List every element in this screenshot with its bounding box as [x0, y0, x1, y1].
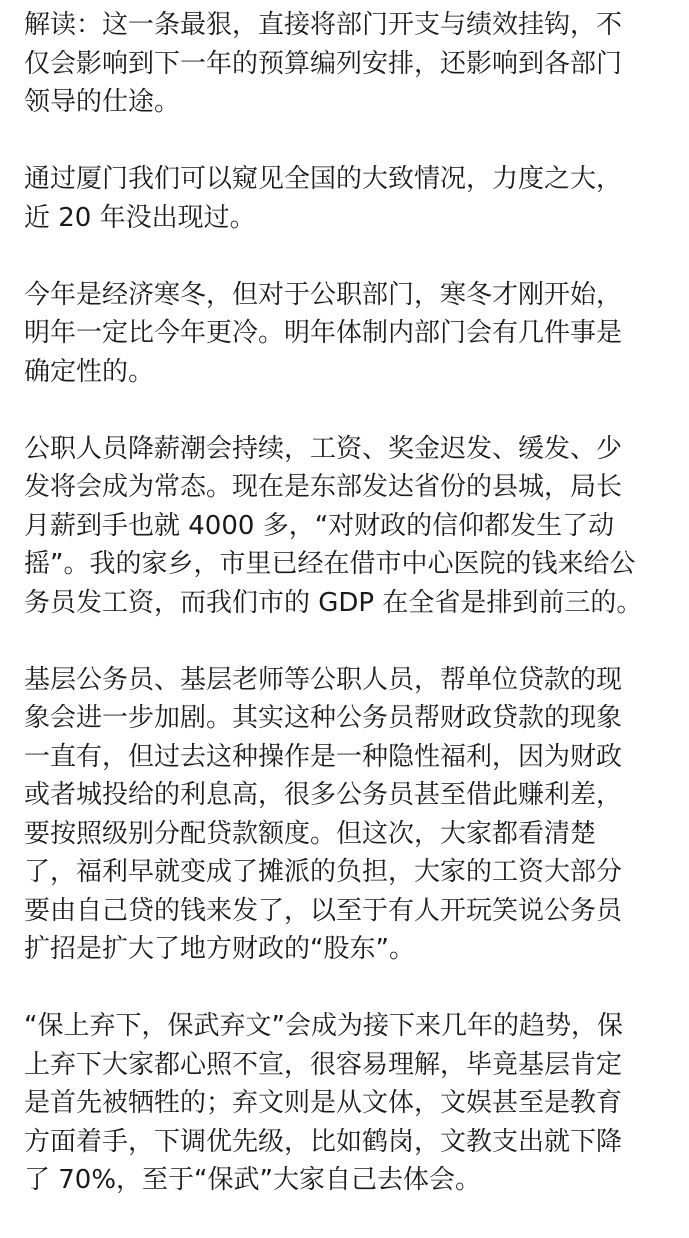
text-line: 确定性的。: [24, 356, 155, 387]
text-line: 公职人员降薪潮会持续，工资、奖金迟发、缓发、少: [24, 433, 623, 464]
text-line: 或者城投给的利息高，很多公务员甚至借此赚利差，: [24, 780, 623, 810]
text-line: 基层公务员、基层老师等公职人员，帮单位贷款的现: [24, 664, 623, 695]
paragraph: [24, 430, 672, 623]
text-line: 方面着手，下调优先级，比如鹤岗，文教支出就下降: [24, 1126, 623, 1157]
paragraph: [24, 160, 672, 237]
text-line: 要由自己贷的钱来发了，以至于有人开玩笑说公务员: [24, 895, 623, 926]
text-line: 了，福利早就变成了摊派的负担，大家的工资大部分: [24, 857, 623, 887]
paragraph: [24, 6, 672, 122]
text-line: 通过厦门我们可以窥见全国的大致情况，力度之大，: [24, 164, 623, 194]
text-line: 一直有，但过去这种操作是一种隐性福利，因为财政: [24, 741, 623, 772]
text-line: 要按照级别分配贷款额度。但这次，大家都看清楚: [24, 818, 597, 849]
text-line: 月薪到手也就 4000 多，“对财政的信仰都发生了动: [24, 510, 615, 541]
text-line: 发将会成为常态。现在是东部发达省份的县城，局长: [24, 472, 623, 502]
text-line: 领导的仕途。: [24, 87, 181, 117]
text-line: 仅会影响到下一年的预算编列安排，还影响到各部门: [24, 48, 623, 79]
text-line: 上弃下大家都心照不宣，很容易理解，毕竟基层肯定: [24, 1049, 623, 1080]
paragraph: [24, 1007, 672, 1200]
text-line: 了 70%，至于“保武”大家自己去体会。: [24, 1165, 481, 1195]
text-line: 解读：这一条最狠，直接将部门开支与绩效挂钩，不: [24, 10, 623, 40]
text-line: 扩招是扩大了地方财政的“股东”。: [24, 934, 415, 964]
text-line: 明年一定比今年更冷。明年体制内部门会有几件事是: [24, 318, 623, 348]
text-line: 务员发工资，而我们市的 GDP 在全省是排到前三的。: [24, 587, 643, 618]
article-body: [24, 6, 672, 1238]
text-line: 摇”。我的家乡，市里已经在借市中心医院的钱来给公: [24, 549, 636, 579]
paragraph: [24, 276, 672, 392]
text-line: 近 20 年没出现过。: [24, 202, 256, 233]
text-line: “保上弃下，保武弃文”会成为接下来几年的趋势，保: [24, 1011, 623, 1041]
text-line: 今年是经济寒冬，但对于公职部门，寒冬才刚开始，: [24, 279, 623, 310]
text-line: 象会进一步加剧。其实这种公务员帮财政贷款的现象: [24, 703, 623, 733]
paragraph: [24, 661, 672, 969]
text-line: 是首先被牺牲的；弃文则是从文体，文娱甚至是教育: [24, 1088, 623, 1118]
